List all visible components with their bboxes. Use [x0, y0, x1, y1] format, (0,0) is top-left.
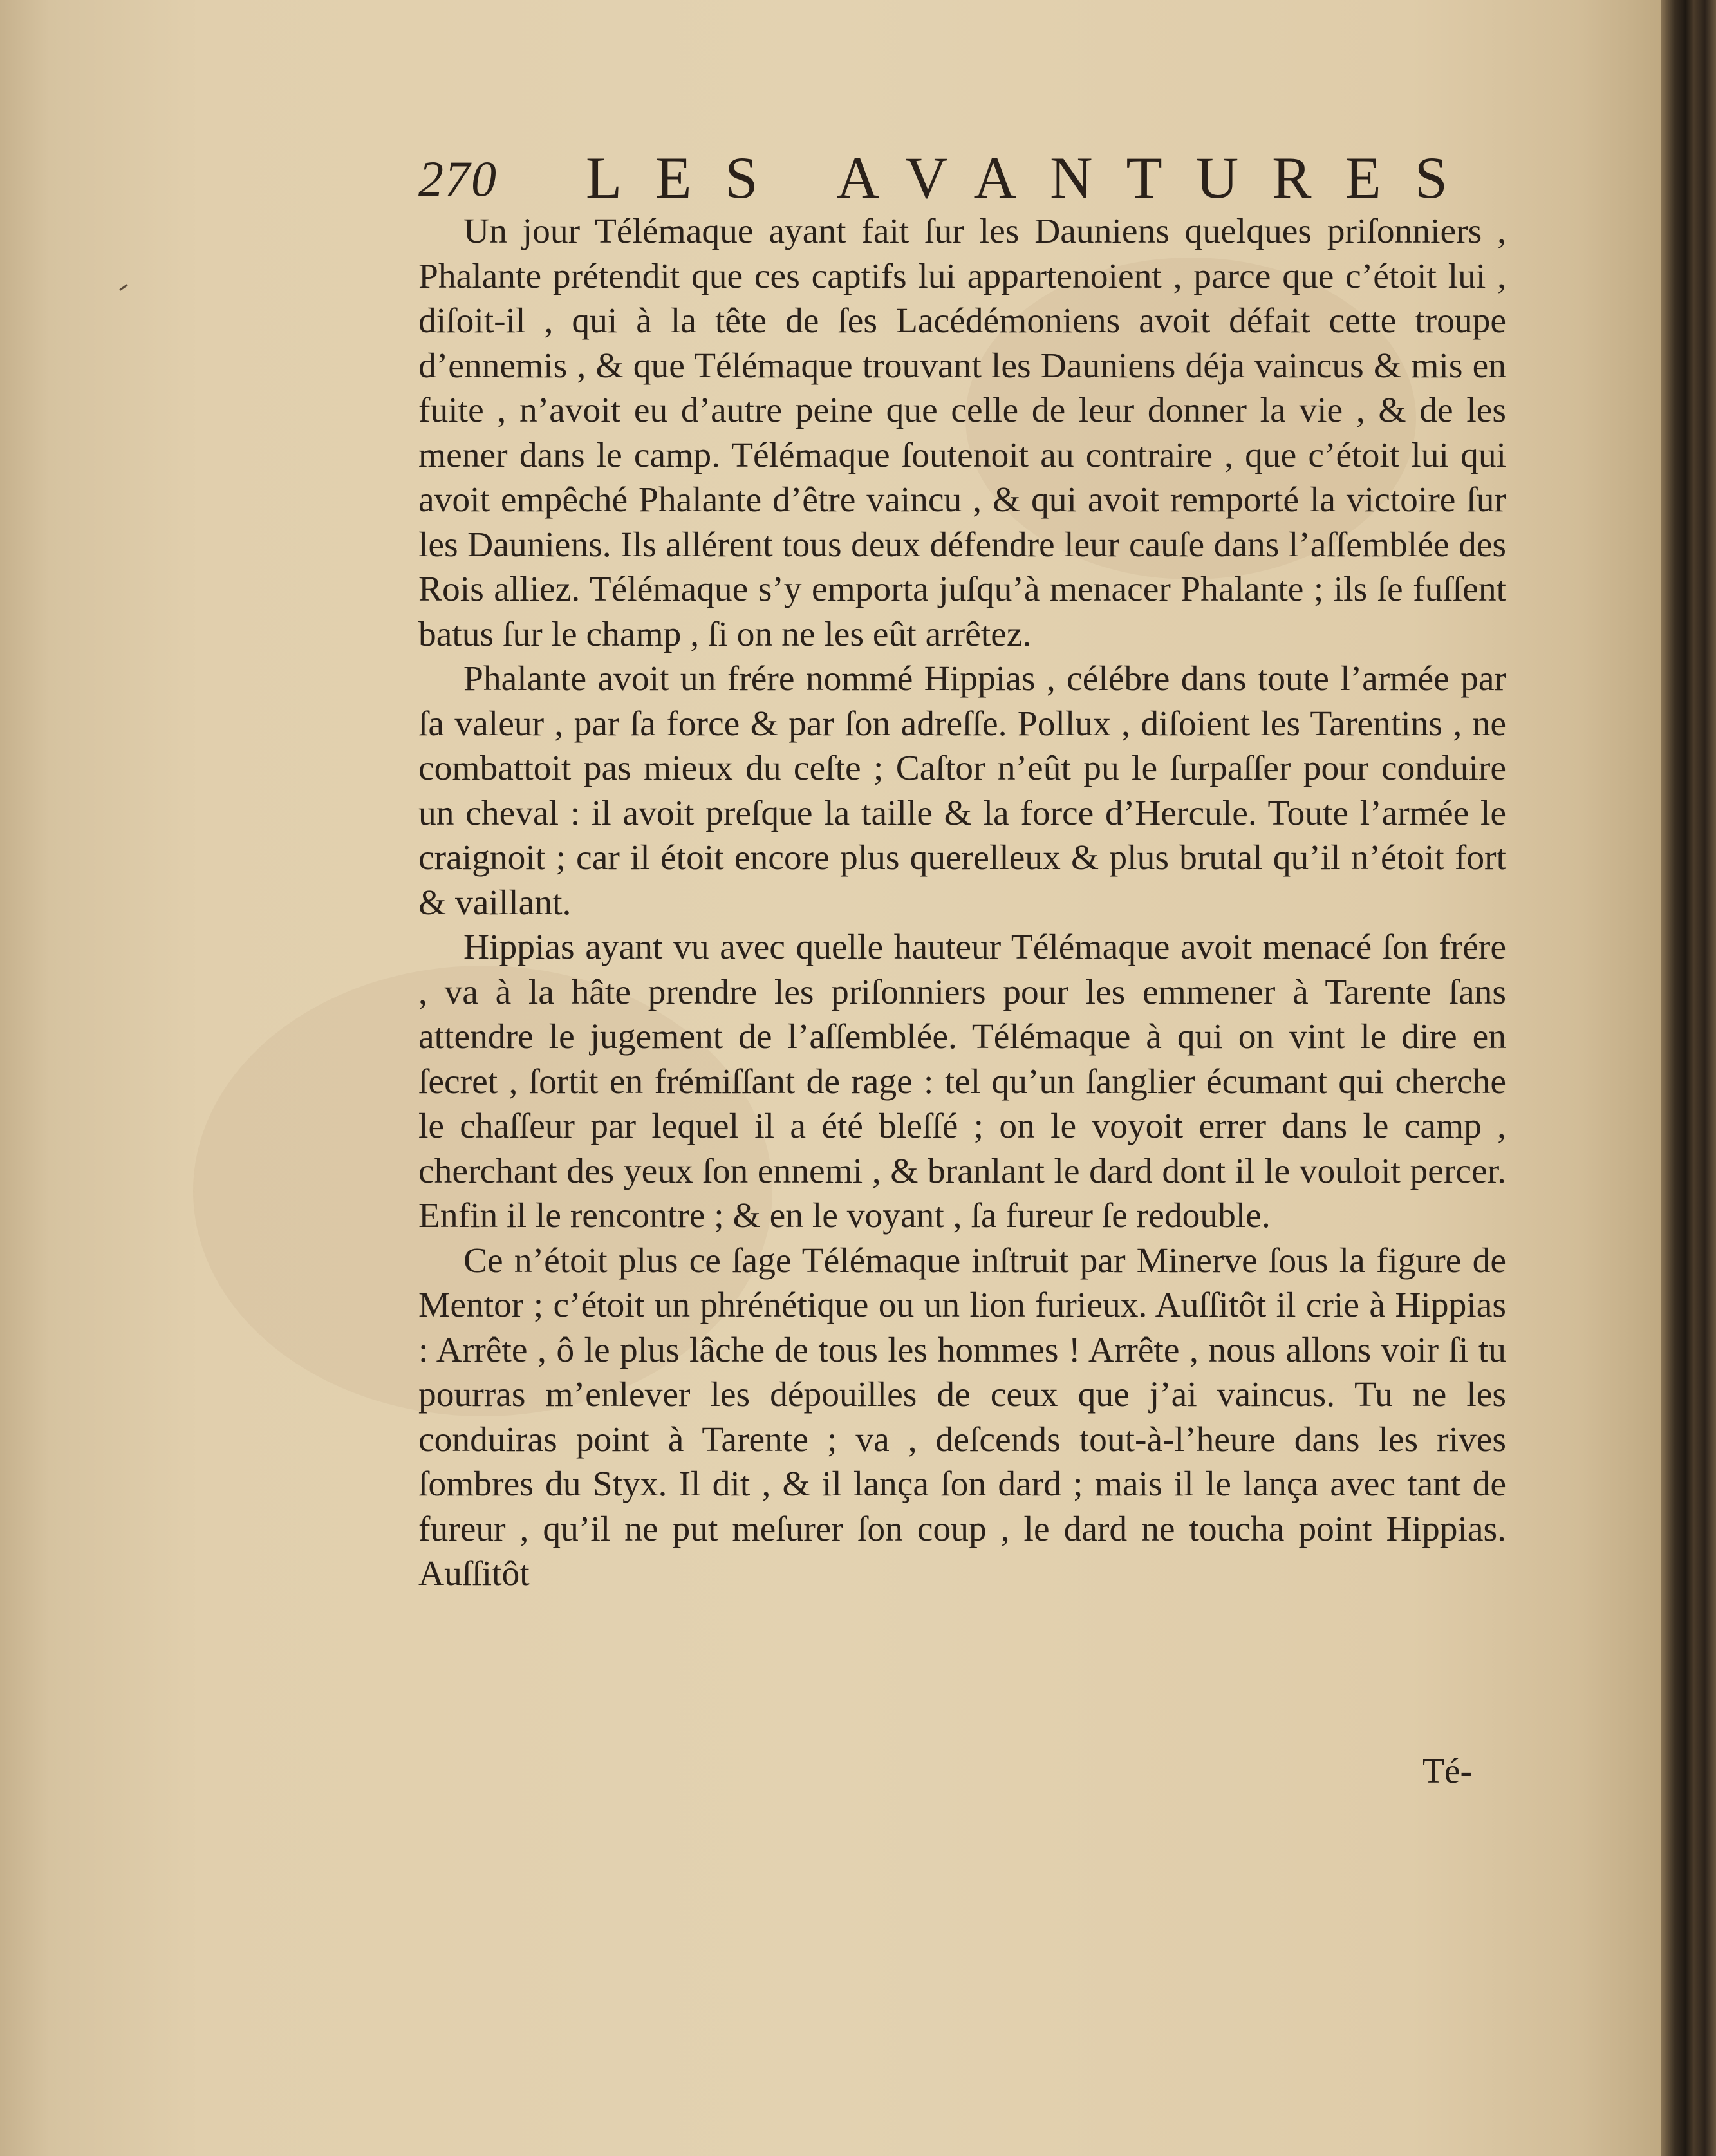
book-binding	[1661, 0, 1716, 2156]
paragraph: Un jour Télémaque ayant fait ſur les Dauniens quelques priſonniers , Phalante prétendit que ces captifs lui appartenoient , parce que c’étoit lui , diſoit-il , qui à la tête de ſes Lacédémoniens avoit défait cette troupe d’ennemis , & que Télémaque trouvant les Dauniens déja vaincus & mis en fuite , n’avoit eu d’autre peine que celle de leur donner la vie , & de les mener dans le camp. Télémaque ſoutenoit au contraire , que c’étoit lui qui avoit empêché Phalante d’être vaincu , & qui avoit remporté la victoire ſur les Dauniens. Ils allérent tous deux défendre leur cauſe dans l’aſſemblée des Rois alliez. Télémaque s’y emporta juſqu’à menacer Phalante ; ils ſe fuſſent batus ſur le champ , ſi on ne les eût arrêtez.	[418, 212, 1506, 654]
text-block	[418, 132, 1506, 1597]
running-title: LES AVANTURES	[586, 145, 1481, 211]
running-head	[418, 132, 1506, 209]
paragraph: Ce n’étoit plus ce ſage Télémaque inſtruit par Minerve ſous la figure de Mentor ; c’étoit un phrénétique ou un lion furieux. Auſſitôt il crie à Hippias : Arrête , ô le plus lâche de tous les hommes ! Arrête , nous allons voir ſi tu pourras m’enlever les dépouilles de ceux que j’ai vaincus. Tu ne les conduiras point à Tarente ; va , deſcends tout-à-l’heure dans les rives ſombres du Styx. Il dit , & il lança ſon dard ; mais il le lança avec tant de fureur , qu’il ne put meſurer ſon coup , le dard ne toucha point Hippias. Auſſitôt	[418, 1241, 1506, 1593]
page-number: 270	[418, 151, 498, 207]
catchword: Té-	[1422, 1752, 1473, 1791]
paragraph: Hippias ayant vu avec quelle hauteur Télémaque avoit menacé ſon frére , va à la hâte prendre les priſonniers pour les emmener à Tarente ſans attendre le jugement de l’aſſemblée. Télémaque à qui on vint le dire en ſecret , ſortit en frémiſſant de rage : tel qu’un ſanglier écumant qui cherche le chaſſeur par lequel il a été bleſſé ; on le voyoit errer dans le camp , cherchant des yeux ſon ennemi , & branlant le dard dont il le vouloit percer. Enfin il le rencontre ; & en le voyant , ſa fureur ſe redouble.	[418, 928, 1506, 1235]
ink-mark	[119, 284, 127, 290]
paragraph: Phalante avoit un frére nommé Hippias , célébre dans toute l’armée par ſa valeur , par ſa force & par ſon adreſſe. Pollux , diſoient les Tarentins , ne combattoit pas mieux du ceſte ; Caſtor n’eût pu le ſurpaſſer pour conduire un cheval : il avoit preſque la taille & la force d’Hercule. Toute l’armée le craignoit ; car il étoit encore plus querelleux & plus brutal qu’il n’étoit fort & vaillant.	[418, 659, 1506, 923]
